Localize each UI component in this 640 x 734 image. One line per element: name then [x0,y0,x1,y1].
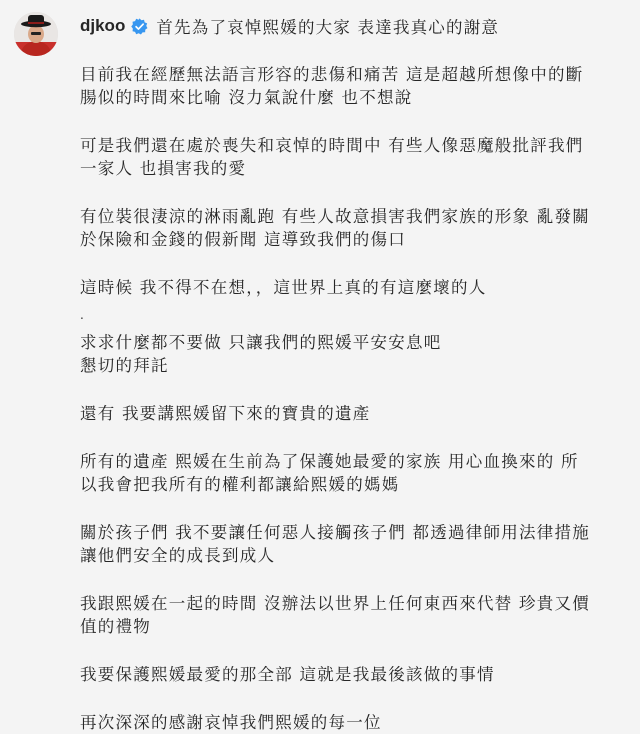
caption-paragraph [80,276,620,299]
caption-paragraph [80,521,620,567]
caption-line: 我跟熙媛在一起的時間 沒辦法以世界上任何東西來代替 珍貴又價 [80,594,590,613]
caption-paragraph [80,711,620,734]
post-caption-title: 首先為了哀悼熙媛的大家 表達我真心的謝意 [156,18,500,37]
caption-line: 求求什麼都不要做 只讓我們的熙媛平安安息吧 [80,333,442,352]
caption-line: 腸似的時間來比喻 沒力氣說什麼 也不想說 [80,88,413,107]
caption-line: 以我會把我所有的權利都讓給熙媛的媽媽 [80,475,400,494]
caption-line: 值的禮物 [80,617,151,636]
caption-paragraph [80,592,620,638]
post-caption-body [80,63,620,734]
avatar-image [14,12,58,56]
caption-line: 這時候 我不得不在想，，這世界上真的有這麼壞的人 [80,278,487,297]
caption-paragraph [80,134,620,180]
caption-line: 再次深深的感謝哀悼我們熙媛的每一位 [80,713,382,732]
caption-line: 所有的遺產 熙媛在生前為了保護她最愛的家族 用心血換來的 所 [80,452,579,471]
caption-line: 我要保護熙媛最愛的那全部 這就是我最後該做的事情 [80,665,495,684]
caption-line: 關於孩子們 我不要讓任何惡人接觸孩子們 都透過律師用法律措施 [80,523,590,542]
caption-line: 懇切的拜託 [80,356,169,375]
caption-paragraph [80,63,620,109]
caption-line: 讓他們安全的成長到成人 [80,546,276,565]
caption-line: 有位裝很淒涼的淋雨亂跑 有些人故意損害我們家族的形象 亂發關 [80,207,590,226]
stray-dot: . [80,308,84,322]
caption-line: 於保險和金錢的假新聞 這導致我們的傷口 [80,230,406,249]
avatar[interactable] [14,12,58,56]
post-header [80,14,499,38]
caption-line: 一家人 也損害我的愛 [80,159,247,178]
caption-paragraph [80,331,620,377]
caption-paragraph [80,205,620,251]
caption-paragraph [80,402,620,425]
verified-badge-icon [131,18,148,35]
username-link[interactable]: djkoo [80,16,126,35]
caption-line: 可是我們還在處於喪失和哀悼的時間中 有些人像惡魔般批評我們 [80,136,584,155]
caption-line: 還有 我要講熙媛留下來的寶貴的遺產 [80,404,371,423]
caption-paragraph [80,450,620,496]
caption-line: 目前我在經歷無法語言形容的悲傷和痛苦 這是超越所想像中的斷 [80,65,584,84]
caption-paragraph [80,663,620,686]
